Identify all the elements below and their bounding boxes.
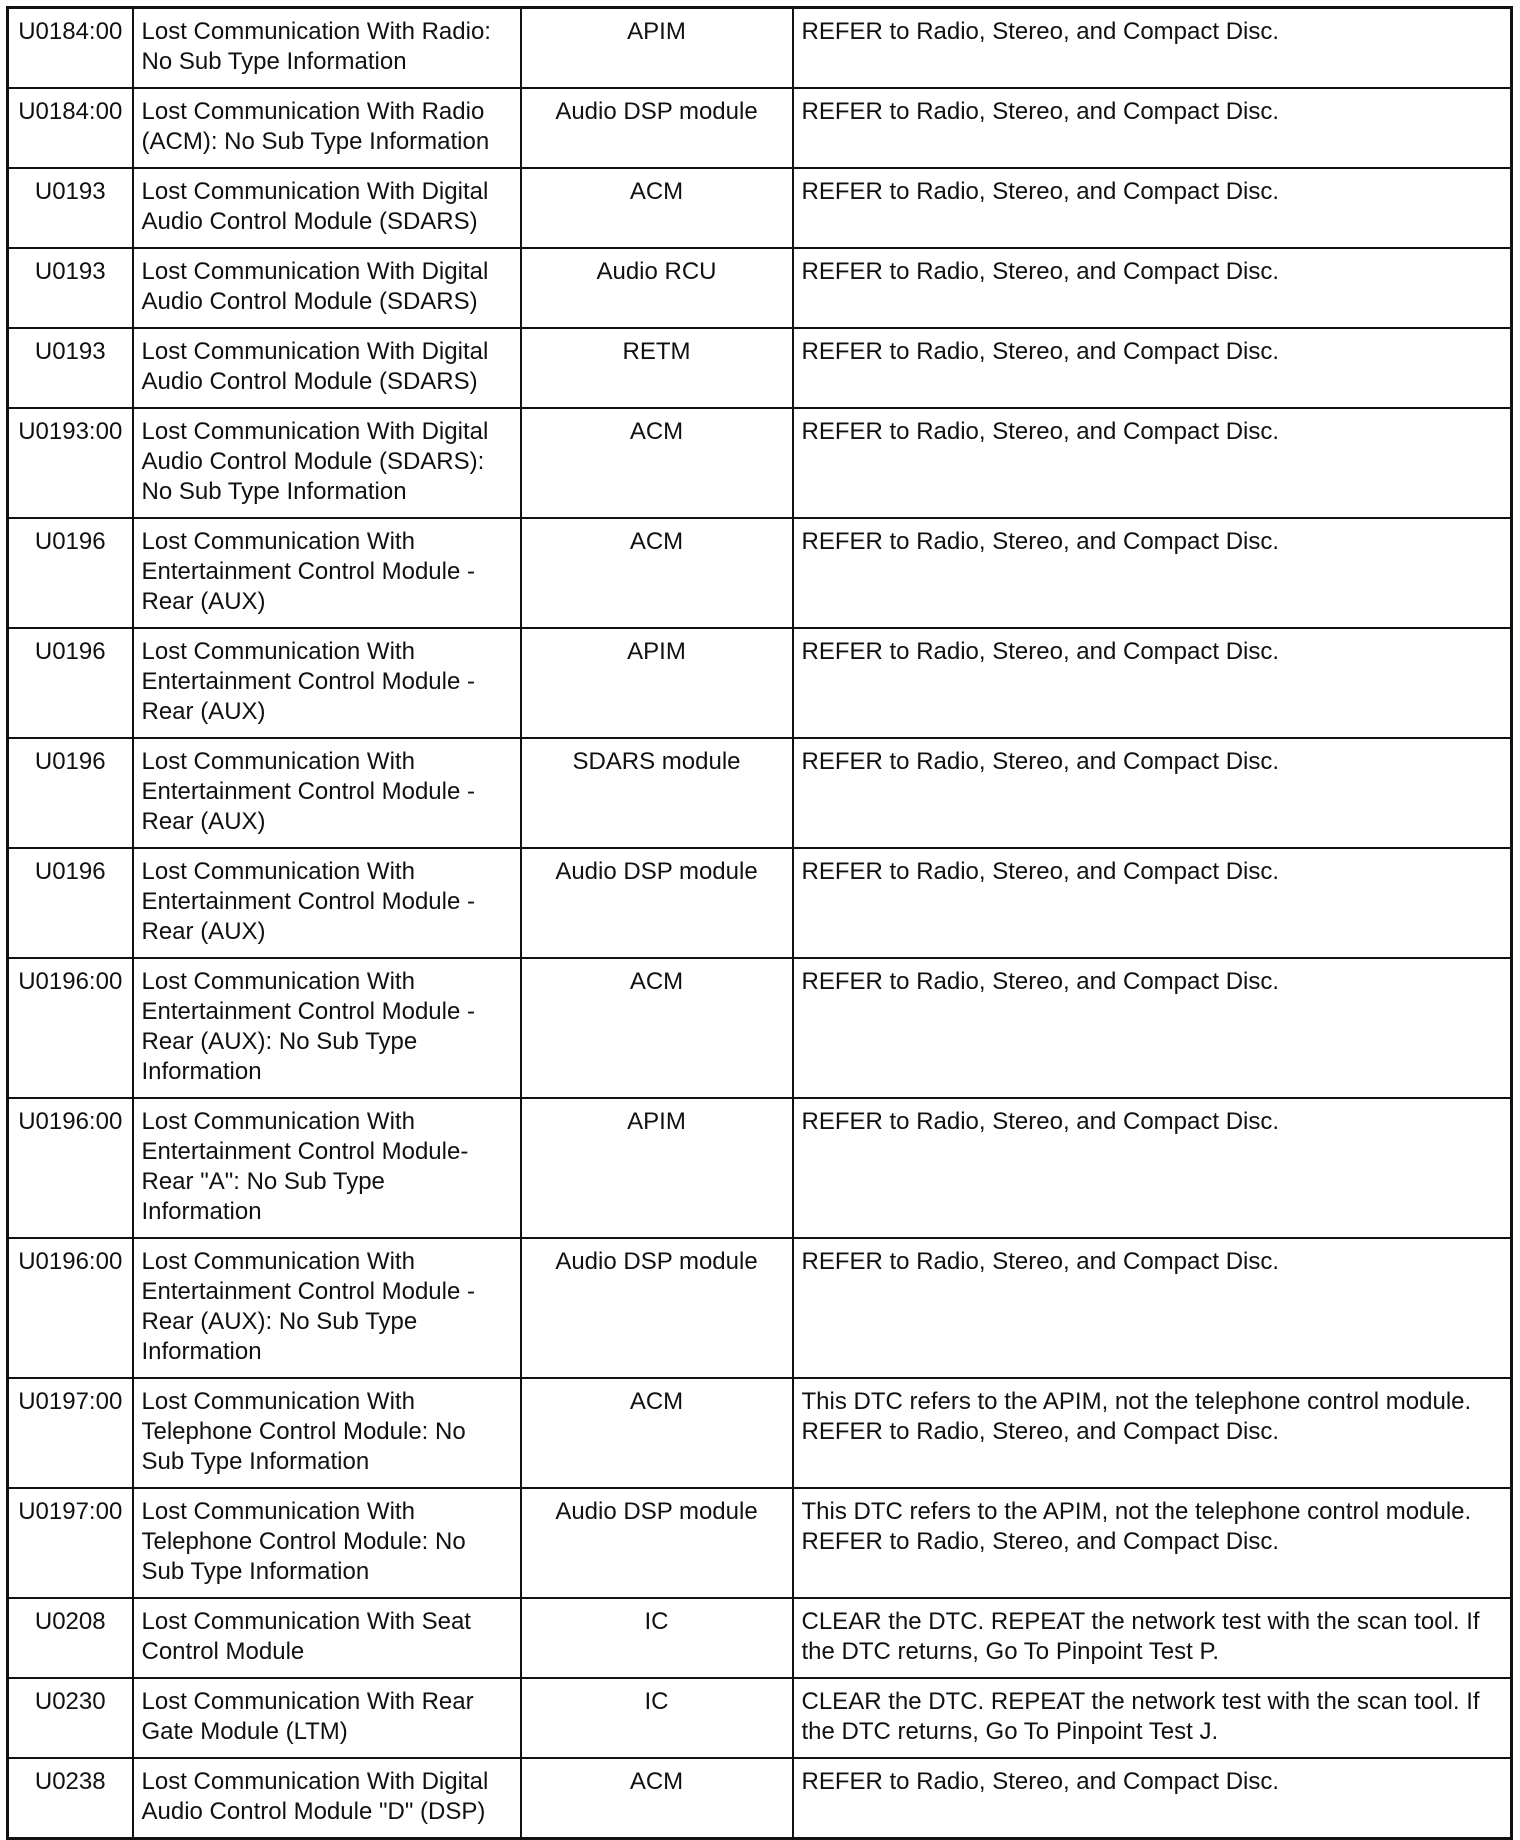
- dtc-code: U0196:00: [8, 1238, 133, 1378]
- dtc-description: Lost Communication With Entertainment Control Module - Rear (AUX): [133, 738, 521, 848]
- dtc-action: REFER to Radio, Stereo, and Compact Disc.: [793, 168, 1512, 248]
- dtc-action: REFER to Radio, Stereo, and Compact Disc.: [793, 958, 1512, 1098]
- dtc-action: This DTC refers to the APIM, not the telephone control module. REFER to Radio, Stereo, and Compact Disc.: [793, 1378, 1512, 1488]
- dtc-code: U0184:00: [8, 8, 133, 89]
- table-row: [8, 958, 1512, 1098]
- dtc-code: U0193: [8, 168, 133, 248]
- dtc-code: U0197:00: [8, 1488, 133, 1598]
- dtc-module: Audio DSP module: [521, 848, 793, 958]
- dtc-description: Lost Communication With Entertainment Control Module - Rear (AUX): No Sub Type Information: [133, 958, 521, 1098]
- dtc-module: Audio DSP module: [521, 88, 793, 168]
- dtc-code: U0230: [8, 1678, 133, 1758]
- dtc-module: ACM: [521, 1758, 793, 1839]
- dtc-description: Lost Communication With Digital Audio Control Module (SDARS): [133, 328, 521, 408]
- dtc-action: REFER to Radio, Stereo, and Compact Disc.: [793, 1758, 1512, 1839]
- table-row: [8, 848, 1512, 958]
- dtc-module: IC: [521, 1678, 793, 1758]
- dtc-code: U0184:00: [8, 88, 133, 168]
- dtc-module: Audio RCU: [521, 248, 793, 328]
- dtc-action: REFER to Radio, Stereo, and Compact Disc.: [793, 328, 1512, 408]
- dtc-code: U0196: [8, 848, 133, 958]
- dtc-table: [6, 6, 1513, 1840]
- dtc-code: U0193:00: [8, 408, 133, 518]
- dtc-module: RETM: [521, 328, 793, 408]
- dtc-code: U0193: [8, 248, 133, 328]
- dtc-action: CLEAR the DTC. REPEAT the network test with the scan tool. If the DTC returns, Go To Pinpoint Test J.: [793, 1678, 1512, 1758]
- dtc-description: Lost Communication With Radio (ACM): No Sub Type Information: [133, 88, 521, 168]
- dtc-description: Lost Communication With Entertainment Control Module - Rear (AUX): [133, 628, 521, 738]
- dtc-action: This DTC refers to the APIM, not the telephone control module. REFER to Radio, Stereo, and Compact Disc.: [793, 1488, 1512, 1598]
- dtc-action: REFER to Radio, Stereo, and Compact Disc.: [793, 518, 1512, 628]
- dtc-code: U0196:00: [8, 1098, 133, 1238]
- dtc-description: Lost Communication With Entertainment Control Module - Rear (AUX): [133, 848, 521, 958]
- dtc-action: REFER to Radio, Stereo, and Compact Disc.: [793, 408, 1512, 518]
- dtc-action: REFER to Radio, Stereo, and Compact Disc.: [793, 628, 1512, 738]
- dtc-description: Lost Communication With Digital Audio Control Module "D" (DSP): [133, 1758, 521, 1839]
- dtc-code: U0196: [8, 738, 133, 848]
- dtc-table-body: [8, 8, 1512, 1839]
- dtc-code: U0238: [8, 1758, 133, 1839]
- dtc-code: U0196:00: [8, 958, 133, 1098]
- dtc-action: REFER to Radio, Stereo, and Compact Disc.: [793, 8, 1512, 89]
- dtc-action: REFER to Radio, Stereo, and Compact Disc.: [793, 248, 1512, 328]
- table-row: [8, 1238, 1512, 1378]
- dtc-description: Lost Communication With Digital Audio Control Module (SDARS): [133, 248, 521, 328]
- table-row: [8, 168, 1512, 248]
- dtc-code: U0196: [8, 628, 133, 738]
- dtc-action: REFER to Radio, Stereo, and Compact Disc.: [793, 1098, 1512, 1238]
- document-page: [6, 6, 1510, 1840]
- dtc-module: ACM: [521, 1378, 793, 1488]
- dtc-code: U0208: [8, 1598, 133, 1678]
- dtc-code: U0197:00: [8, 1378, 133, 1488]
- dtc-module: APIM: [521, 1098, 793, 1238]
- dtc-description: Lost Communication With Digital Audio Control Module (SDARS): [133, 168, 521, 248]
- dtc-module: ACM: [521, 958, 793, 1098]
- table-row: [8, 1488, 1512, 1598]
- table-row: [8, 88, 1512, 168]
- table-row: [8, 1098, 1512, 1238]
- dtc-action: CLEAR the DTC. REPEAT the network test with the scan tool. If the DTC returns, Go To Pinpoint Test P.: [793, 1598, 1512, 1678]
- table-row: [8, 1598, 1512, 1678]
- table-row: [8, 518, 1512, 628]
- table-row: [8, 248, 1512, 328]
- dtc-module: Audio DSP module: [521, 1488, 793, 1598]
- dtc-description: Lost Communication With Entertainment Control Module - Rear (AUX): [133, 518, 521, 628]
- dtc-action: REFER to Radio, Stereo, and Compact Disc.: [793, 1238, 1512, 1378]
- table-row: [8, 1758, 1512, 1839]
- table-row: [8, 628, 1512, 738]
- table-row: [8, 738, 1512, 848]
- dtc-action: REFER to Radio, Stereo, and Compact Disc.: [793, 848, 1512, 958]
- dtc-description: Lost Communication With Telephone Control Module: No Sub Type Information: [133, 1488, 521, 1598]
- dtc-description: Lost Communication With Digital Audio Control Module (SDARS): No Sub Type Information: [133, 408, 521, 518]
- dtc-module: IC: [521, 1598, 793, 1678]
- table-row: [8, 8, 1512, 89]
- dtc-code: U0193: [8, 328, 133, 408]
- dtc-description: Lost Communication With Telephone Control Module: No Sub Type Information: [133, 1378, 521, 1488]
- dtc-module: ACM: [521, 168, 793, 248]
- dtc-description: Lost Communication With Rear Gate Module (LTM): [133, 1678, 521, 1758]
- dtc-module: APIM: [521, 8, 793, 89]
- table-row: [8, 1378, 1512, 1488]
- dtc-module: ACM: [521, 518, 793, 628]
- dtc-module: APIM: [521, 628, 793, 738]
- dtc-code: U0196: [8, 518, 133, 628]
- dtc-action: REFER to Radio, Stereo, and Compact Disc.: [793, 738, 1512, 848]
- dtc-module: ACM: [521, 408, 793, 518]
- table-row: [8, 408, 1512, 518]
- dtc-module: SDARS module: [521, 738, 793, 848]
- dtc-description: Lost Communication With Entertainment Control Module-Rear "A": No Sub Type Information: [133, 1098, 521, 1238]
- dtc-description: Lost Communication With Entertainment Control Module - Rear (AUX): No Sub Type Information: [133, 1238, 521, 1378]
- table-row: [8, 328, 1512, 408]
- dtc-action: REFER to Radio, Stereo, and Compact Disc.: [793, 88, 1512, 168]
- table-row: [8, 1678, 1512, 1758]
- dtc-description: Lost Communication With Radio: No Sub Type Information: [133, 8, 521, 89]
- dtc-description: Lost Communication With Seat Control Module: [133, 1598, 521, 1678]
- dtc-module: Audio DSP module: [521, 1238, 793, 1378]
